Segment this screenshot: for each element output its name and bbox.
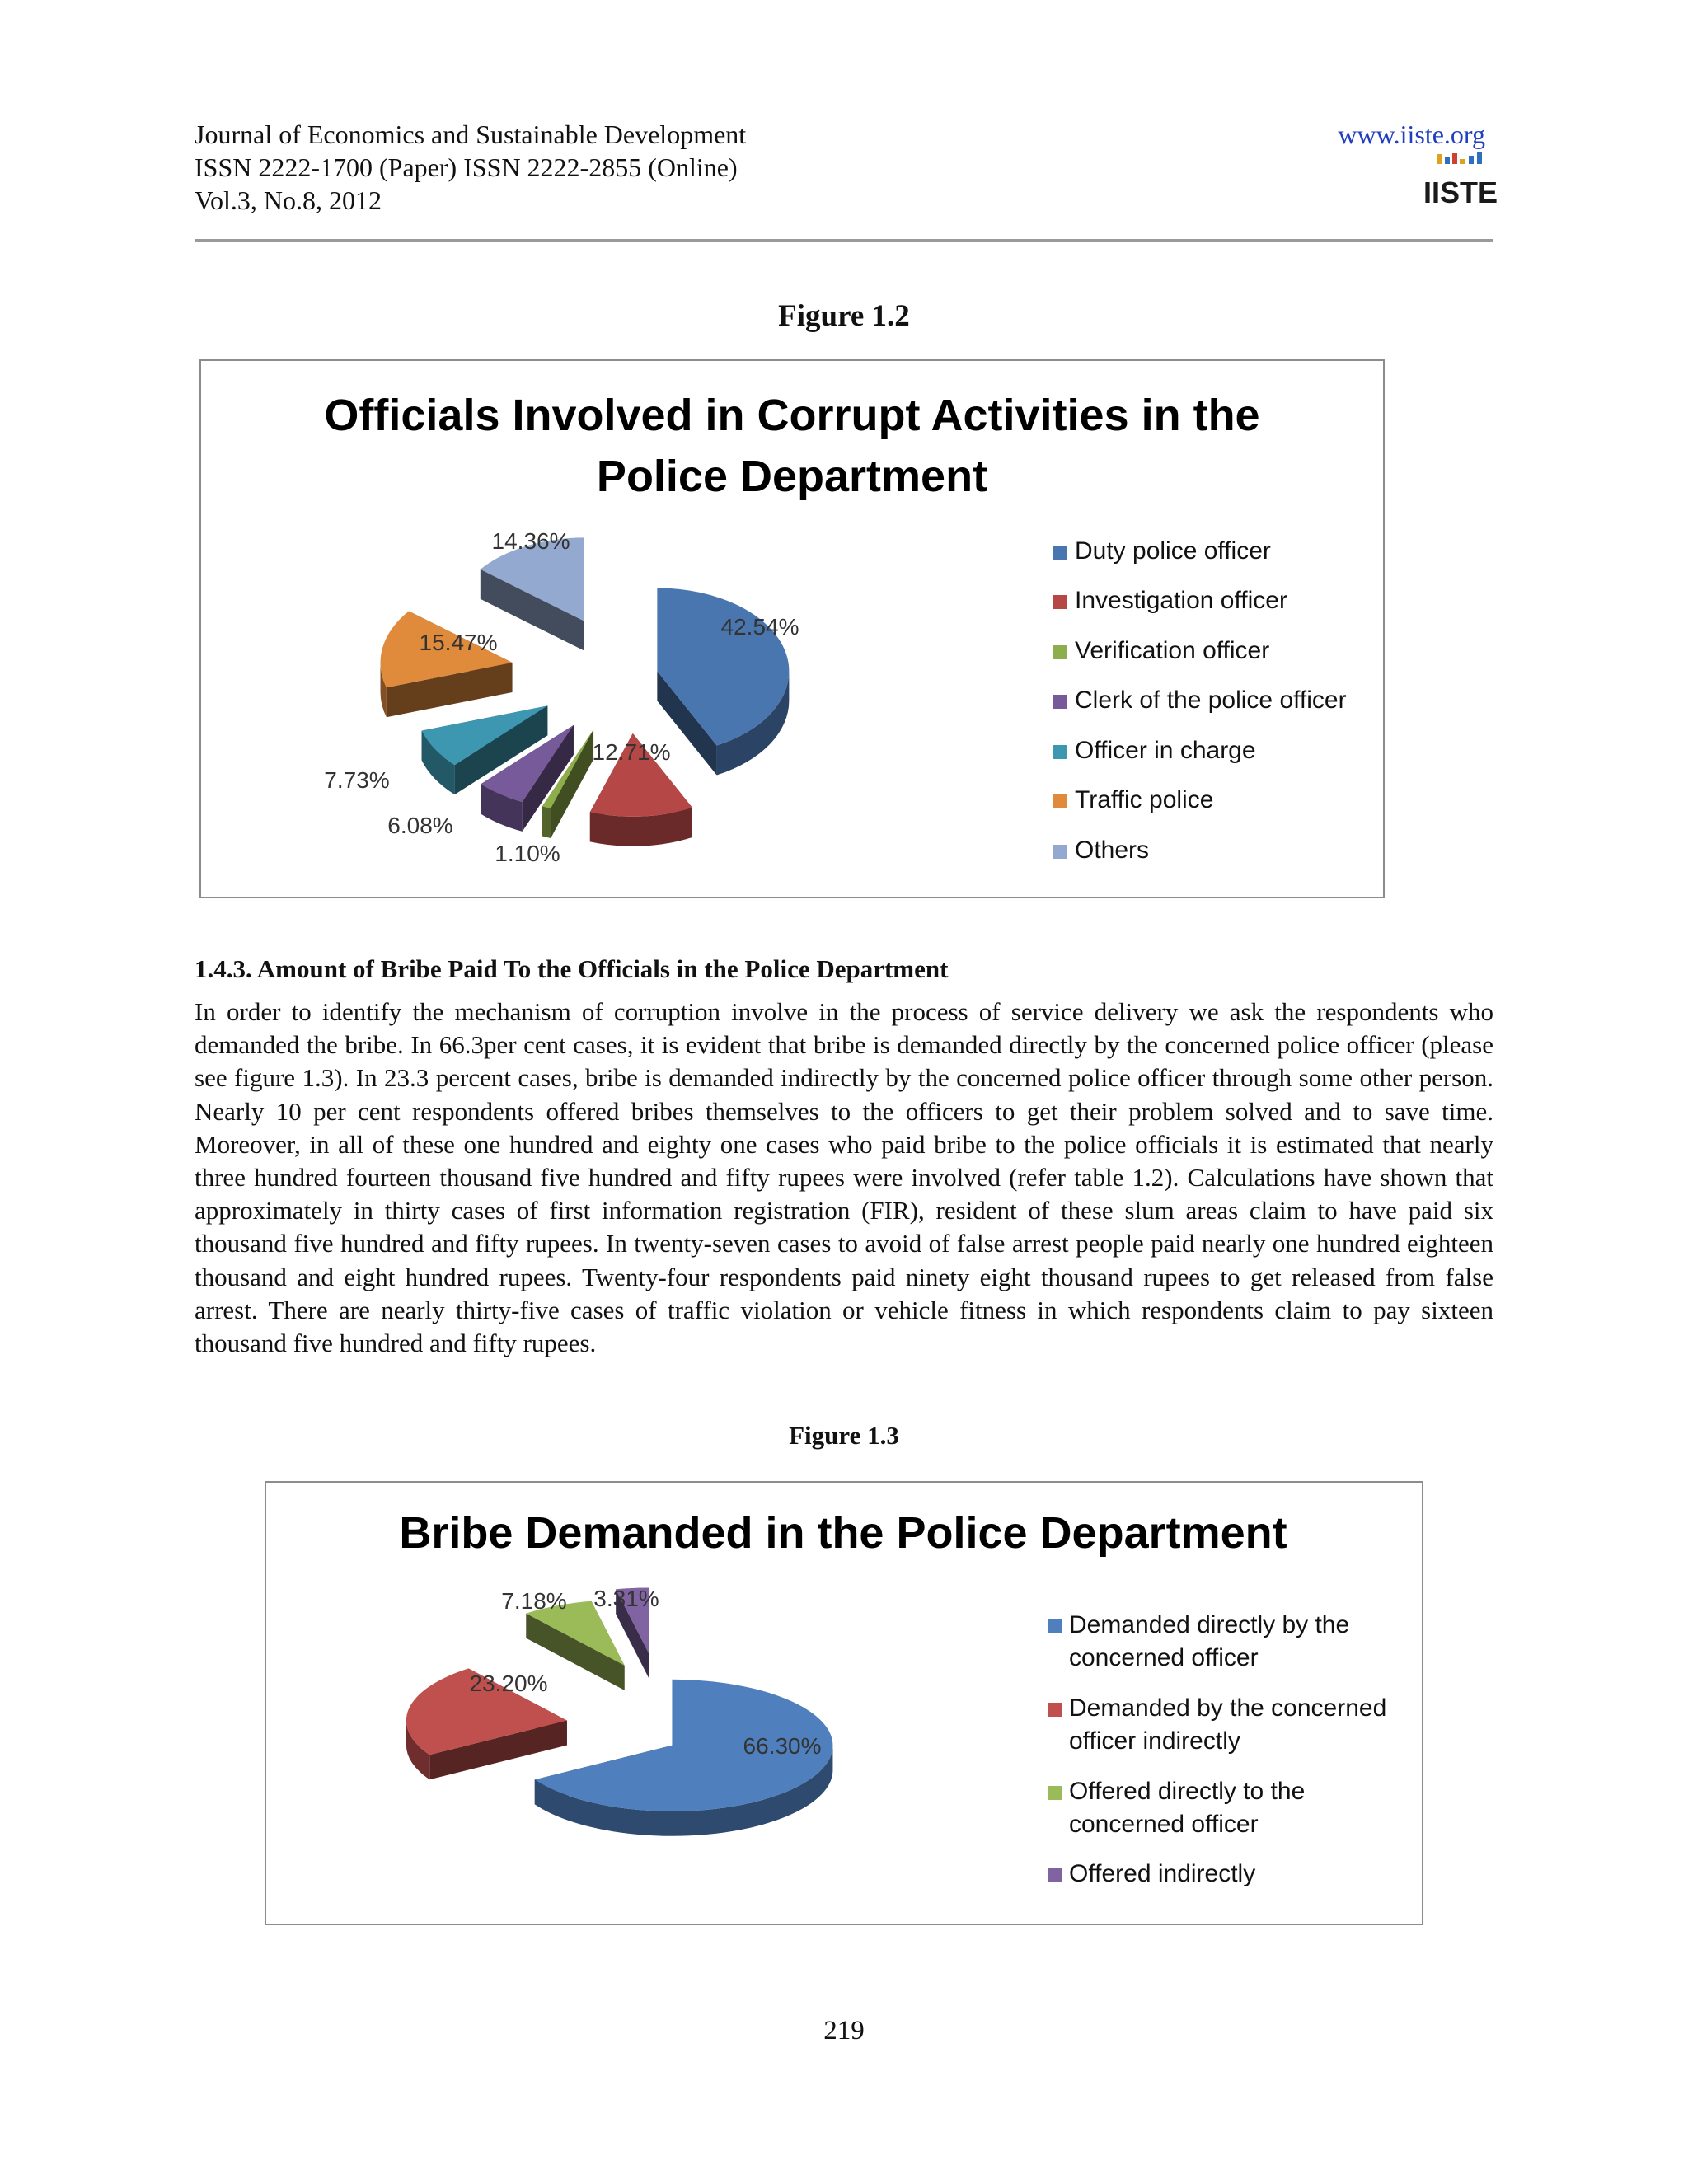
value-label-demanded-by-the-concerned-officer-indirectly: 23.20%	[469, 1671, 548, 1696]
figure-1-2-caption: Figure 1.2	[778, 299, 910, 333]
legend-swatch-investigation-officer	[1053, 595, 1067, 609]
legend-label-demanded-by-the-concerned-officer-indirectly-line-2: officer indirectly	[1069, 1727, 1240, 1755]
legend-swatch-clerk-of-the-police-officer	[1053, 695, 1067, 709]
legend-label-investigation-officer: Investigation officer	[1075, 587, 1287, 614]
value-label-offered-directly-to-the-concerned-officer: 7.18%	[501, 1588, 567, 1614]
bribe-pie-svg	[266, 1483, 1422, 1924]
value-label-verification-officer: 1.10%	[495, 841, 560, 866]
body-paragraph: In order to identify the mechanism of corruption involve in the process of service delivery we ask the respondents who demanded the bribe. In 66.3per cent cases, it is evident that bribe is demanded directly by the concerned police officer (please see figure 1.3). In 23.3 percent cases, bribe is demanded indirectly by the concerned police officer through some other person. Nearly 10 per cent respondents offered bribes themselves to the officers to get their problem solved and to save time. Moreover, in all of these one hundred and eighty one cases who paid bribe to the police officials it is estimated that nearly three hundred fourteen thousand five hundred and fifty rupees were involved (refer table 1.2). Calculations have shown that approximately in thirty cases of first information registration (FIR), resident of these slum areas claim to have paid six thousand five hundred and fifty rupees. In twenty-seven cases to avoid of false arrest people paid nearly one hundred eighteen thousand and eight hundred rupees. Twenty-four respondents paid ninety eight thousand rupees to get released from false arrest. There are nearly thirty-five cases of traffic violation or vehicle fitness in which respondents claim to pay sixteen thousand five hundred and fifty rupees.	[195, 997, 1493, 1358]
legend-swatch-demanded-directly-by-the-concerned-officer	[1048, 1619, 1062, 1633]
legend-label-duty-police-officer: Duty police officer	[1075, 537, 1271, 565]
value-label-traffic-police: 15.47%	[419, 630, 498, 655]
pie-slice-traffic-police	[381, 611, 513, 717]
legend-label-offered-directly-to-the-concerned-officer-line-2: concerned officer	[1069, 1811, 1259, 1838]
chart-title-line-1: Officials Involved in Corrupt Activities in the	[324, 391, 1260, 440]
value-label-investigation-officer: 12.71%	[592, 739, 671, 765]
legend-swatch-officer-in-charge	[1053, 745, 1067, 759]
value-label-demanded-directly-by-the-concerned-officer: 66.30%	[743, 1733, 822, 1759]
page-number: 219	[823, 2016, 865, 2046]
figure-1-3-caption: Figure 1.3	[789, 1421, 899, 1450]
journal-url-link[interactable]: www.iiste.org	[1338, 120, 1485, 149]
value-label-clerk-of-the-police-officer: 6.08%	[387, 813, 453, 838]
legend-swatch-traffic-police	[1053, 794, 1067, 808]
iiste-logo	[1423, 152, 1498, 209]
chart-title: Bribe Demanded in the Police Department	[399, 1508, 1287, 1558]
legend-swatch-others	[1053, 845, 1067, 859]
legend-swatch-duty-police-officer	[1053, 546, 1067, 560]
legend-label-others: Others	[1075, 837, 1150, 864]
svg-text:IISTE: IISTE	[1423, 176, 1498, 209]
value-label-duty-police-officer: 42.54%	[720, 614, 799, 640]
bribe-pie-chart	[265, 1481, 1423, 1925]
legend-swatch-demanded-by-the-concerned-officer-indirectly	[1048, 1703, 1062, 1717]
value-label-others: 14.36%	[491, 528, 570, 554]
chart-title-line-2: Police Department	[596, 452, 988, 501]
section-heading: 1.4.3. Amount of Bribe Paid To the Officials in the Police Department	[195, 954, 949, 983]
officials-pie-svg	[201, 361, 1383, 897]
legend-label-officer-in-charge: Officer in charge	[1075, 737, 1256, 764]
legend-swatch-offered-indirectly	[1048, 1868, 1062, 1882]
officials-pie-chart	[199, 359, 1385, 898]
journal-title: Journal of Economics and Sustainable Development	[195, 120, 747, 149]
legend-label-offered-directly-to-the-concerned-officer-line-1: Offered directly to the	[1069, 1778, 1306, 1805]
volume-line: Vol.3, No.8, 2012	[195, 185, 382, 215]
legend-label-verification-officer: Verification officer	[1075, 637, 1270, 664]
legend-swatch-offered-directly-to-the-concerned-officer	[1048, 1786, 1062, 1800]
value-label-officer-in-charge: 7.73%	[324, 767, 390, 793]
header-divider	[195, 239, 1493, 242]
legend-label-demanded-directly-by-the-concerned-officer-line-1: Demanded directly by the	[1069, 1611, 1350, 1638]
legend-swatch-verification-officer	[1053, 645, 1067, 659]
issn-line: ISSN 2222-1700 (Paper) ISSN 2222-2855 (Online)	[195, 152, 738, 182]
value-label-offered-indirectly: 3.31%	[593, 1586, 659, 1611]
legend-label-demanded-directly-by-the-concerned-officer-line-2: concerned officer	[1069, 1644, 1259, 1671]
legend-label-offered-indirectly: Offered indirectly	[1069, 1860, 1256, 1887]
legend-label-traffic-police: Traffic police	[1075, 786, 1214, 813]
legend-label-clerk-of-the-police-officer: Clerk of the police officer	[1075, 687, 1347, 714]
legend-label-demanded-by-the-concerned-officer-indirectly-line-1: Demanded by the concerned	[1069, 1694, 1387, 1722]
